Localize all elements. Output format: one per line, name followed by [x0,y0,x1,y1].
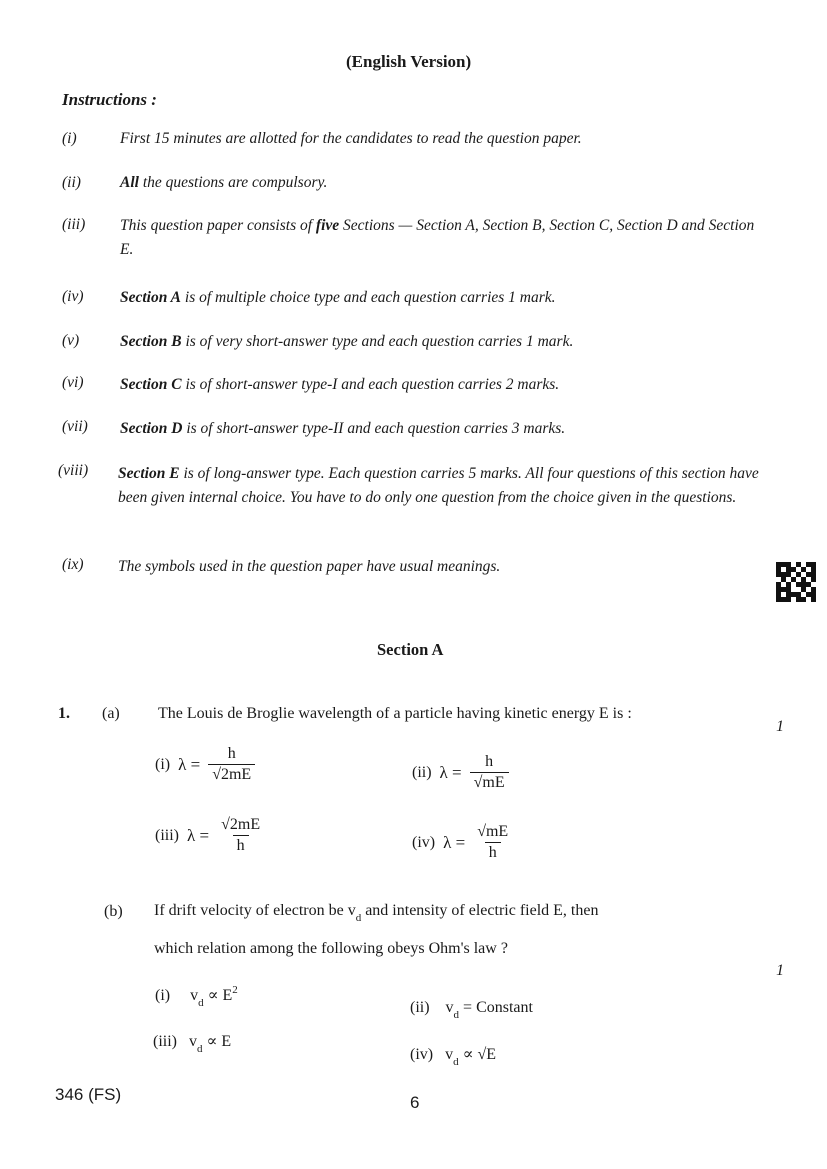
option: (ii) λ = $\frac{h}{√mE}$ [412,752,509,793]
option: (iii) λ = $\frac{√2mE}{h}$ [155,816,261,854]
qr-code-icon [776,562,816,602]
instruction-number: (viii) [58,462,89,479]
instruction-number: (v) [62,332,80,349]
instruction-number: (ii) [62,174,81,191]
instruction-number: (ix) [62,556,84,573]
question-stem: If drift velocity of electron be $v_d$ and intensity of electric field E, then [154,902,599,924]
instruction-text: The symbols used in the question paper have usual meanings. [118,558,501,575]
instructions-title: Instructions : [62,90,157,109]
option: (i) λ = $\frac{h}{√2mE}$ [155,744,255,785]
instruction-text: Section C is of short-answer type-I and each question carries 2 marks. [120,376,560,393]
option: (iii) $v_d \propto E$ [153,1033,232,1055]
instruction-number: (iii) [62,216,86,233]
marks: 1 [776,962,784,979]
version-heading: (English Version) [346,52,472,71]
subquestion-label: (a) [102,705,120,722]
option: (iv) $v_d \propto √E$ [410,1046,496,1068]
instruction-text: Section A is of multiple choice type and each question carries 1 mark. [120,289,556,306]
instruction-number: (vii) [62,418,88,435]
option: (i) $v_d \propto E^2$ [155,984,238,1009]
instruction-number: (i) [62,130,77,147]
option: (ii) $v_d$ = Constant [410,999,533,1021]
question-stem-line-2: which relation among the following obeys Ohm's law ? [154,940,508,957]
instruction-number: (vi) [62,374,84,391]
page-number: 6 [410,1093,420,1112]
instruction-text: Section D is of short-answer type-II and each question carries 3 marks. [120,420,566,437]
instruction-text: Section B is of very short-answer type and each question carries 1 mark. [120,333,574,350]
question-number: 1. [58,705,70,722]
instruction-text: This question paper consists of five Sections — Section A, Section B, Section C, Section D and Section E. [120,217,755,258]
paper-code: 346 (FS) [55,1085,122,1104]
question-stem: The Louis de Broglie wavelength of a particle having kinetic energy E is : [158,705,632,722]
subquestion-label: (b) [104,903,123,920]
option: (iv) λ = $\frac{√mE}{h}$ [412,823,509,861]
instruction-text: All the questions are compulsory. [120,174,328,191]
instruction-number: (iv) [62,288,84,305]
instruction-text: Section E is of long-answer type. Each question carries 5 marks. All four questions of this section have been given internal choice. You have to do only one question from the choice given in the questions. [118,465,759,506]
section-title: Section A [377,640,444,659]
instruction-text: First 15 minutes are allotted for the candidates to read the question paper. [120,130,582,147]
marks: 1 [776,718,784,735]
